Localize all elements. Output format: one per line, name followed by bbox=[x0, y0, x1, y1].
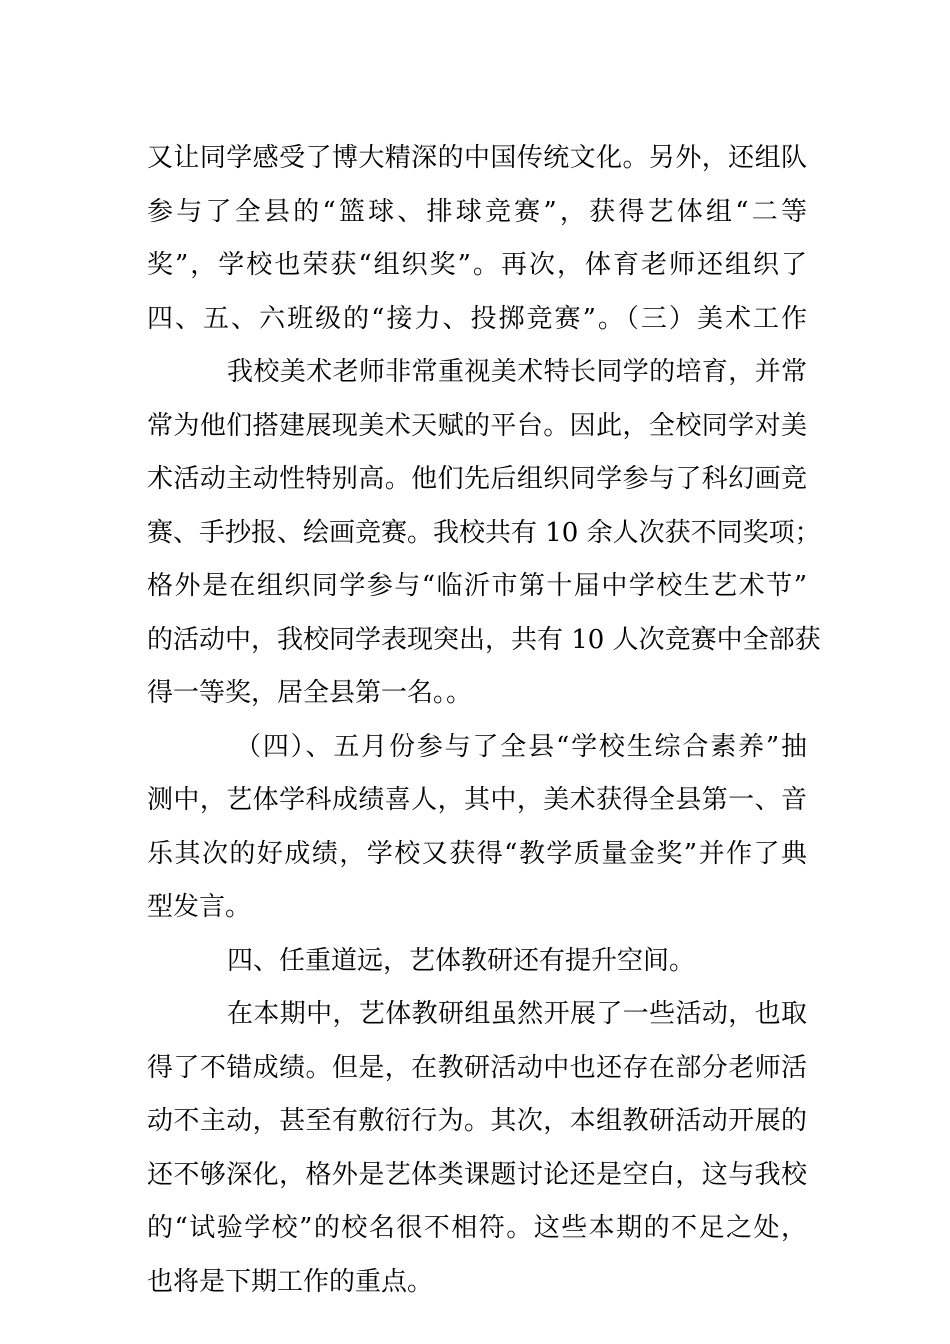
text-line: 也将是下期工作的重点。 bbox=[147, 1266, 434, 1297]
text-line: 在本期中，艺体教研组虽然开展了一些活动，也取 bbox=[227, 999, 807, 1029]
text-line: 格外是在组织同学参与“临沂市第十届中学校生艺术节” bbox=[147, 571, 807, 601]
text-line: 奖”，学校也荣获“组织奖”。再次，体育老师还组织了 bbox=[147, 250, 807, 280]
text-line: 型发言。 bbox=[147, 892, 252, 922]
text-line: 测中，艺体学科成绩喜人，其中，美术获得全县第一、音 bbox=[147, 785, 807, 815]
text-line: 的活动中，我校同学表现突出，共有 10 人次竞赛中全部获 bbox=[147, 624, 821, 655]
text-line: 得一等奖，居全县第一名。。 bbox=[147, 678, 473, 708]
text-line: 术活动主动性特别高。他们先后组织同学参与了科幻画竞 bbox=[147, 464, 807, 494]
text-line: 参与了全县的“篮球、排球竞赛”，获得艺体组“二等 bbox=[147, 196, 807, 227]
text-line: 乐其次的好成绩，学校又获得“教学质量金奖”并作了典 bbox=[147, 838, 807, 869]
text-line: 还不够深化，格外是艺体类课题讨论还是空白，这与我校 bbox=[147, 1159, 807, 1190]
text-line: 我校美术老师非常重视美术特长同学的培育，并常 bbox=[227, 357, 807, 387]
text-line: 的“试验学校”的校名很不相符。这些本期的不足之处， bbox=[147, 1213, 807, 1243]
text-line: 又让同学感受了博大精深的中国传统文化。另外，还组队 bbox=[147, 143, 807, 173]
section-heading: 四、任重道远，艺体教研还有提升空间。 bbox=[227, 945, 696, 976]
body-text bbox=[147, 132, 821, 1309]
text-line: 赛、手抄报、绘画竞赛。我校共有 10 余人次获不同奖项； bbox=[147, 517, 821, 548]
text-line: 得了不错成绩。但是，在教研活动中也还存在部分老师活 bbox=[147, 1052, 807, 1083]
text-line: （四）、五月份参与了全县“学校生综合素养”抽 bbox=[235, 731, 807, 762]
text-line: 动不主动，甚至有敷衍行为。其次，本组教研活动开展的 bbox=[147, 1106, 807, 1136]
text-line: 常为他们搭建展现美术天赋的平台。因此，全校同学对美 bbox=[147, 410, 807, 441]
text-line: 四、五、六班级的“接力、投掷竞赛”。（三）美术工作 bbox=[147, 303, 807, 334]
